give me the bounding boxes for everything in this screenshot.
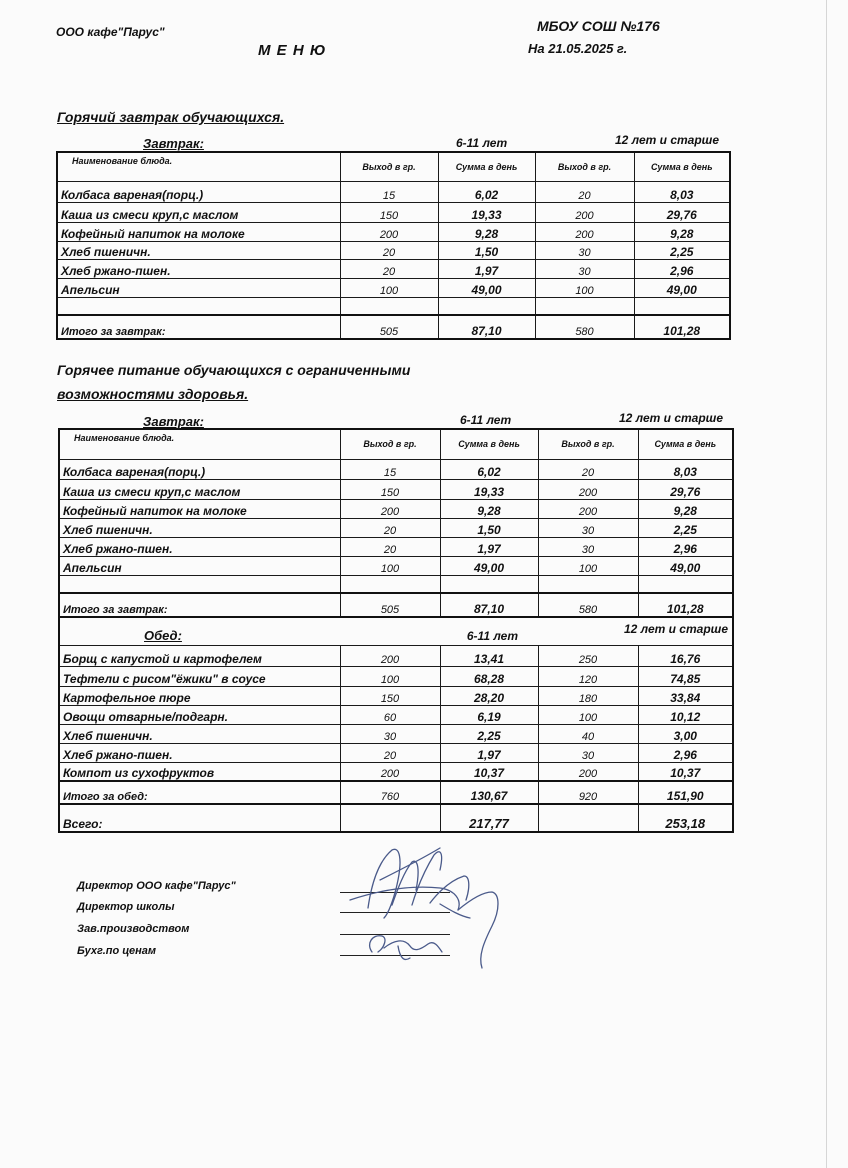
section2-heading-line2: возможностями здоровья. xyxy=(57,386,249,402)
sum-2: 9,28 xyxy=(634,222,730,241)
org-name: ООО кафе"Парус" xyxy=(56,25,165,39)
signature-label-school-director: Директор школы xyxy=(77,901,175,913)
yield-2: 20 xyxy=(535,181,634,202)
yield-2: 30 xyxy=(535,259,634,278)
sum-2: 49,00 xyxy=(638,556,733,575)
total-sum-2: 101,28 xyxy=(634,315,730,339)
sum-1: 1,50 xyxy=(438,241,535,259)
sum-2: 2,96 xyxy=(638,743,733,762)
sum-2: 2,25 xyxy=(638,518,733,537)
total-sum-1: 130,67 xyxy=(440,781,538,804)
dish-name: Колбаса вареная(порц.) xyxy=(57,181,340,202)
col-yield-2: Выход в гр. xyxy=(538,429,638,459)
col-dish-name: Наименование блюда. xyxy=(57,152,340,181)
grand-total-label: Всего: xyxy=(59,804,340,832)
yield-1: 100 xyxy=(340,666,440,686)
section2-age-group-2: 12 лет и старше xyxy=(619,411,724,425)
total-yield-1: 760 xyxy=(340,781,440,804)
col-yield-1: Выход в гр. xyxy=(340,429,440,459)
total-yield-2: 580 xyxy=(535,315,634,339)
total-sum-2: 101,28 xyxy=(638,593,733,617)
yield-2: 200 xyxy=(538,762,638,781)
total-label: Итого за обед: xyxy=(59,781,340,804)
dish-name: Тефтели с рисом"ёжики" в соусе xyxy=(59,666,340,686)
sum-2: 8,03 xyxy=(638,459,733,479)
section2-heading-line1: Горячее питание обучающихся с ограниченными xyxy=(57,362,411,378)
page-title: М Е Н Ю xyxy=(258,42,327,59)
sum-2: 2,96 xyxy=(638,537,733,556)
yield-1: 200 xyxy=(340,222,438,241)
sum-1: 68,28 xyxy=(440,666,538,686)
yield-1: 20 xyxy=(340,743,440,762)
section1-age-group-2: 12 лет и старше xyxy=(615,133,720,147)
total-label: Итого за завтрак: xyxy=(57,315,340,339)
sum-2: 9,28 xyxy=(638,499,733,518)
dish-name: Хлеб пшеничн. xyxy=(57,241,340,259)
yield-1: 200 xyxy=(340,762,440,781)
col-sum-1: Сумма в день xyxy=(440,429,538,459)
dish-name: Колбаса вареная(порц.) xyxy=(59,459,340,479)
yield-2: 180 xyxy=(538,686,638,705)
yield-2: 200 xyxy=(538,479,638,499)
sum-1: 9,28 xyxy=(440,499,538,518)
sum-1: 9,28 xyxy=(438,222,535,241)
dish-name: Апельсин xyxy=(59,556,340,575)
sum-1: 1,97 xyxy=(440,537,538,556)
yield-2: 250 xyxy=(538,645,638,666)
sum-2: 3,00 xyxy=(638,724,733,743)
yield-1: 200 xyxy=(340,645,440,666)
sum-1: 1,97 xyxy=(438,259,535,278)
school-name: МБОУ СОШ №176 xyxy=(537,18,660,34)
yield-2: 200 xyxy=(535,202,634,222)
dish-name: Кофейный напиток на молоке xyxy=(59,499,340,518)
lunch-age-group-2: 12 лет и старше xyxy=(623,622,728,636)
sum-1: 2,25 xyxy=(440,724,538,743)
section1-heading: Горячий завтрак обучающихся. xyxy=(57,109,285,125)
yield-2: 200 xyxy=(538,499,638,518)
dish-name: Борщ с капустой и картофелем xyxy=(59,645,340,666)
yield-1: 150 xyxy=(340,202,438,222)
sum-2: 8,03 xyxy=(634,181,730,202)
sum-1: 1,97 xyxy=(440,743,538,762)
yield-2: 120 xyxy=(538,666,638,686)
yield-1: 60 xyxy=(340,705,440,724)
col-sum-2: Сумма в день xyxy=(634,152,730,181)
sum-2: 2,96 xyxy=(634,259,730,278)
yield-2: 40 xyxy=(538,724,638,743)
grand-sum-2: 253,18 xyxy=(638,804,733,832)
sum-1: 19,33 xyxy=(440,479,538,499)
total-yield-2: 580 xyxy=(538,593,638,617)
total-sum-2: 151,90 xyxy=(638,781,733,804)
total-yield-2: 920 xyxy=(538,781,638,804)
sum-1: 19,33 xyxy=(438,202,535,222)
dish-name: Каша из смеси круп,с маслом xyxy=(59,479,340,499)
sum-2: 2,25 xyxy=(634,241,730,259)
signature-label-accountant: Бухг.по ценам xyxy=(77,945,156,957)
sum-2: 33,84 xyxy=(638,686,733,705)
col-sum-2: Сумма в день xyxy=(638,429,733,459)
dish-name: Кофейный напиток на молоке xyxy=(57,222,340,241)
sum-1: 28,20 xyxy=(440,686,538,705)
yield-1: 200 xyxy=(340,499,440,518)
total-yield-1: 505 xyxy=(340,315,438,339)
grand-sum-1: 217,77 xyxy=(440,804,538,832)
sum-2: 29,76 xyxy=(634,202,730,222)
dish-name: Апельсин xyxy=(57,278,340,297)
sum-2: 10,12 xyxy=(638,705,733,724)
sum-1: 1,50 xyxy=(440,518,538,537)
yield-1: 100 xyxy=(340,278,438,297)
section1-age-group-1: 6-11 лет xyxy=(456,136,508,150)
sum-2: 29,76 xyxy=(638,479,733,499)
dish-name: Хлеб ржано-пшен. xyxy=(59,743,340,762)
yield-2: 20 xyxy=(538,459,638,479)
sum-2: 10,37 xyxy=(638,762,733,781)
yield-2: 200 xyxy=(535,222,634,241)
dish-name: Хлеб пшеничн. xyxy=(59,724,340,743)
signature-label-cafe-director: Директор ООО кафе"Парус" xyxy=(77,880,236,892)
total-yield-1: 505 xyxy=(340,593,440,617)
lunch-age-group-1: 6-11 лет xyxy=(466,628,518,643)
col-sum-1: Сумма в день xyxy=(438,152,535,181)
sum-2: 16,76 xyxy=(638,645,733,666)
yield-1: 20 xyxy=(340,241,438,259)
yield-1: 30 xyxy=(340,724,440,743)
dish-name: Хлеб ржано-пшен. xyxy=(59,537,340,556)
menu-date: На 21.05.2025 г. xyxy=(528,41,628,56)
dish-name: Компот из сухофруктов xyxy=(59,762,340,781)
sum-2: 49,00 xyxy=(634,278,730,297)
section1-meal-label: Завтрак: xyxy=(143,136,204,151)
sum-1: 10,37 xyxy=(440,762,538,781)
dish-name: Хлеб ржано-пшен. xyxy=(57,259,340,278)
dish-name: Хлеб пшеничн. xyxy=(59,518,340,537)
sum-2: 74,85 xyxy=(638,666,733,686)
dish-name: Каша из смеси круп,с маслом xyxy=(57,202,340,222)
yield-2: 30 xyxy=(538,743,638,762)
col-dish-name: Наименование блюда. xyxy=(59,429,340,459)
col-yield-1: Выход в гр. xyxy=(340,152,438,181)
sum-1: 6,02 xyxy=(438,181,535,202)
sum-1: 6,02 xyxy=(440,459,538,479)
yield-2: 30 xyxy=(538,537,638,556)
yield-1: 15 xyxy=(340,459,440,479)
yield-1: 150 xyxy=(340,686,440,705)
yield-1: 20 xyxy=(340,537,440,556)
sum-1: 6,19 xyxy=(440,705,538,724)
yield-1: 100 xyxy=(340,556,440,575)
yield-2: 100 xyxy=(538,556,638,575)
total-sum-1: 87,10 xyxy=(440,593,538,617)
yield-1: 20 xyxy=(340,259,438,278)
yield-2: 30 xyxy=(538,518,638,537)
dish-name: Овощи отварные/подгарн. xyxy=(59,705,340,724)
section2-meal-label: Завтрак: xyxy=(143,414,204,429)
yield-1: 150 xyxy=(340,479,440,499)
yield-2: 100 xyxy=(538,705,638,724)
yield-2: 100 xyxy=(535,278,634,297)
yield-1: 20 xyxy=(340,518,440,537)
signature-label-production-manager: Зав.производством xyxy=(77,923,190,935)
section2-age-group-1: 6-11 лет xyxy=(460,413,512,427)
dish-name: Картофельное пюре xyxy=(59,686,340,705)
total-sum-1: 87,10 xyxy=(438,315,535,339)
total-label: Итого за завтрак: xyxy=(59,593,340,617)
sum-1: 49,00 xyxy=(440,556,538,575)
yield-1: 15 xyxy=(340,181,438,202)
yield-2: 30 xyxy=(535,241,634,259)
lunch-meal-label: Обед: xyxy=(144,627,182,643)
sum-1: 13,41 xyxy=(440,645,538,666)
col-yield-2: Выход в гр. xyxy=(535,152,634,181)
sum-1: 49,00 xyxy=(438,278,535,297)
